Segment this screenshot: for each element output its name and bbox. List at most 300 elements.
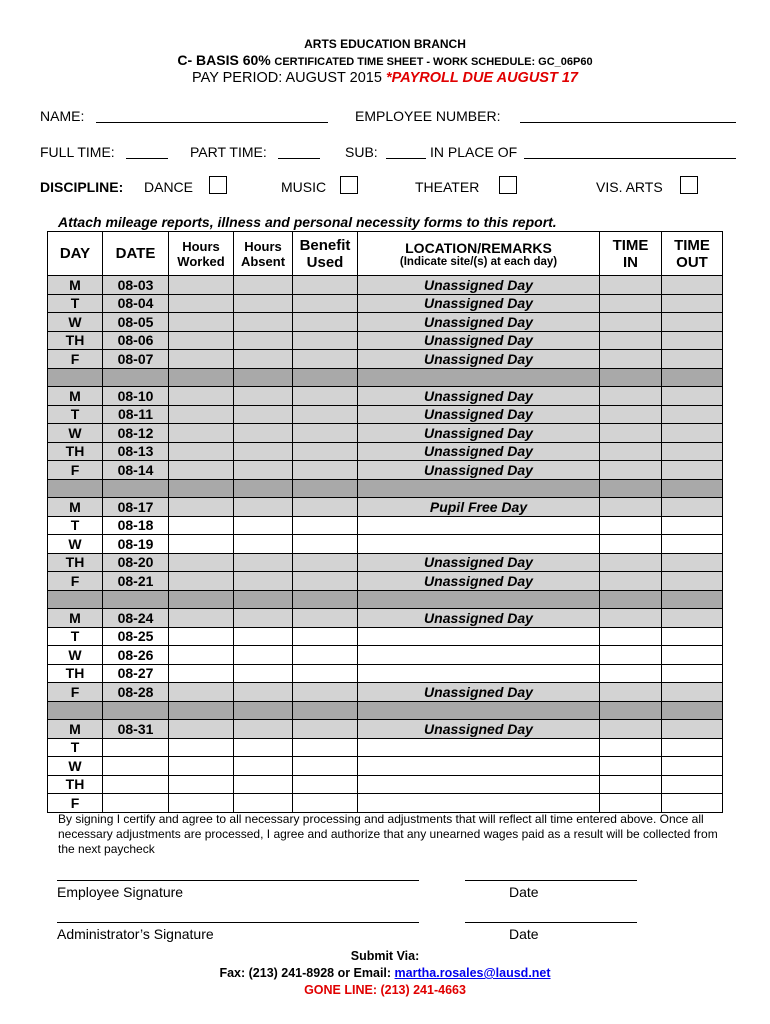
hours-worked-cell[interactable]	[169, 646, 234, 665]
benefit-used-cell[interactable]	[293, 738, 358, 757]
date-cell: 08-07	[103, 350, 169, 369]
separator-cell	[358, 701, 600, 720]
table-row	[48, 794, 723, 813]
location-remarks-cell[interactable]	[358, 516, 600, 535]
location-remarks-cell[interactable]: Unassigned Day	[358, 405, 600, 424]
discipline-label: DISCIPLINE:	[40, 179, 124, 195]
time-in-cell[interactable]	[600, 405, 662, 424]
location-remarks-cell[interactable]	[358, 535, 600, 554]
date-cell: 08-03	[103, 276, 169, 295]
time-in-cell[interactable]	[600, 461, 662, 480]
benefit-used-cell[interactable]	[293, 350, 358, 369]
time-in-cell[interactable]	[600, 664, 662, 683]
table-row	[48, 609, 723, 628]
separator-cell	[103, 590, 169, 609]
time-in-cell[interactable]	[600, 646, 662, 665]
time-in-cell[interactable]	[600, 553, 662, 572]
music-checkbox[interactable]	[340, 176, 358, 194]
time-in-cell[interactable]	[600, 757, 662, 776]
employee-signature-label: Employee Signature	[57, 884, 184, 900]
location-remarks-cell[interactable]: Unassigned Day	[358, 720, 600, 739]
table-row	[48, 313, 723, 332]
benefit-used-cell[interactable]	[293, 498, 358, 517]
time-out-cell[interactable]	[662, 535, 723, 554]
date-cell: 08-13	[103, 442, 169, 461]
location-remarks-cell[interactable]	[358, 738, 600, 757]
time-in-cell[interactable]	[600, 276, 662, 295]
date-cell: 08-20	[103, 553, 169, 572]
separator-cell	[103, 701, 169, 720]
date-cell	[103, 775, 169, 794]
time-in-cell[interactable]	[600, 294, 662, 313]
table-row	[48, 683, 723, 702]
hours-absent-cell[interactable]	[234, 664, 293, 683]
separator-cell	[48, 701, 103, 720]
date-cell: 08-11	[103, 405, 169, 424]
location-remarks-cell[interactable]: Unassigned Day	[358, 350, 600, 369]
date-cell: 08-27	[103, 664, 169, 683]
time-out-cell[interactable]	[662, 683, 723, 702]
week-separator-row	[48, 701, 723, 720]
hours-worked-header: Hours Worked	[169, 232, 234, 276]
separator-cell	[600, 479, 662, 498]
time-out-cell[interactable]	[662, 294, 723, 313]
day-cell: M	[48, 720, 103, 739]
hours-absent-cell[interactable]	[234, 683, 293, 702]
separator-cell	[358, 479, 600, 498]
time-in-cell[interactable]	[600, 535, 662, 554]
vis-arts-checkbox[interactable]	[680, 176, 698, 194]
date-cell	[103, 794, 169, 813]
time-out-cell[interactable]	[662, 720, 723, 739]
benefit-used-cell[interactable]	[293, 535, 358, 554]
hours-absent-cell[interactable]	[234, 775, 293, 794]
time-in-cell[interactable]	[600, 627, 662, 646]
pay-period-label: PAY PERIOD: AUGUST 2015	[192, 70, 386, 86]
time-out-cell[interactable]	[662, 664, 723, 683]
table-row	[48, 664, 723, 683]
hours-absent-cell[interactable]	[234, 535, 293, 554]
separator-cell	[48, 368, 103, 387]
hours-worked-cell[interactable]	[169, 738, 234, 757]
separator-cell	[169, 479, 234, 498]
date-cell: 08-21	[103, 572, 169, 591]
submit-via: Submit Via:	[350, 949, 420, 963]
benefit-used-cell[interactable]	[293, 609, 358, 628]
benefit-used-cell[interactable]	[293, 461, 358, 480]
table-row	[48, 627, 723, 646]
hours-absent-cell[interactable]	[234, 294, 293, 313]
benefit-used-cell[interactable]	[293, 424, 358, 443]
date-header: DATE	[103, 232, 169, 276]
time-in-cell[interactable]	[600, 683, 662, 702]
time-out-cell[interactable]	[662, 276, 723, 295]
date-cell: 08-24	[103, 609, 169, 628]
date-cell: 08-06	[103, 331, 169, 350]
day-cell: T	[48, 294, 103, 313]
hours-worked-cell[interactable]	[169, 720, 234, 739]
location-remarks-cell[interactable]: Unassigned Day	[358, 294, 600, 313]
benefit-used-cell[interactable]	[293, 387, 358, 406]
time-out-cell[interactable]	[662, 757, 723, 776]
hours-worked-cell[interactable]	[169, 350, 234, 369]
hours-absent-cell[interactable]	[234, 738, 293, 757]
separator-cell	[293, 590, 358, 609]
in-place-of-field[interactable]	[524, 158, 736, 159]
location-remarks-cell[interactable]: Unassigned Day	[358, 553, 600, 572]
hours-worked-cell[interactable]	[169, 442, 234, 461]
separator-cell	[662, 701, 723, 720]
location-remarks-cell[interactable]	[358, 757, 600, 776]
hours-worked-cell[interactable]	[169, 609, 234, 628]
hours-worked-cell[interactable]	[169, 498, 234, 517]
table-row	[48, 405, 723, 424]
location-remarks-cell[interactable]: Unassigned Day	[358, 609, 600, 628]
separator-cell	[234, 701, 293, 720]
day-cell: T	[48, 738, 103, 757]
benefit-used-cell[interactable]	[293, 572, 358, 591]
benefit-used-cell[interactable]	[293, 720, 358, 739]
hours-worked-cell[interactable]	[169, 294, 234, 313]
time-in-cell[interactable]	[600, 794, 662, 813]
separator-cell	[103, 368, 169, 387]
separator-cell	[293, 701, 358, 720]
hours-worked-cell[interactable]	[169, 535, 234, 554]
time-in-cell[interactable]	[600, 331, 662, 350]
time-out-cell[interactable]	[662, 516, 723, 535]
hours-absent-cell[interactable]	[234, 350, 293, 369]
table-row	[48, 294, 723, 313]
time-in-cell[interactable]	[600, 738, 662, 757]
hours-absent-cell[interactable]	[234, 609, 293, 628]
day-cell: F	[48, 572, 103, 591]
table-row	[48, 775, 723, 794]
week-separator-row	[48, 479, 723, 498]
separator-cell	[600, 701, 662, 720]
day-cell: TH	[48, 775, 103, 794]
benefit-used-cell[interactable]	[293, 794, 358, 813]
day-cell: T	[48, 405, 103, 424]
time-in-header: TIME IN	[600, 232, 662, 276]
table-row	[48, 720, 723, 739]
hours-worked-cell[interactable]	[169, 572, 234, 591]
location-remarks-cell[interactable]: Unassigned Day	[358, 313, 600, 332]
time-out-cell[interactable]	[662, 424, 723, 443]
name-field[interactable]	[96, 122, 328, 123]
employee-signature-line[interactable]	[57, 880, 419, 881]
separator-cell	[48, 479, 103, 498]
sheet-title	[0, 52, 770, 68]
in-place-of-label: IN PLACE OF	[430, 144, 518, 160]
time-out-cell[interactable]	[662, 461, 723, 480]
benefit-used-cell[interactable]	[293, 405, 358, 424]
part-time-label: PART TIME:	[190, 144, 267, 160]
hours-worked-cell[interactable]	[169, 405, 234, 424]
name-label: NAME:	[40, 108, 85, 124]
hours-worked-cell[interactable]	[169, 553, 234, 572]
employee-date-line[interactable]	[465, 880, 637, 881]
table-row	[48, 738, 723, 757]
day-cell: TH	[48, 331, 103, 350]
day-cell: F	[48, 461, 103, 480]
day-cell: F	[48, 683, 103, 702]
table-row	[48, 276, 723, 295]
separator-cell	[600, 590, 662, 609]
timesheet-table	[47, 231, 723, 813]
time-in-cell[interactable]	[600, 775, 662, 794]
hours-worked-cell[interactable]	[169, 461, 234, 480]
hours-worked-cell[interactable]	[169, 313, 234, 332]
hours-absent-cell[interactable]	[234, 313, 293, 332]
table-row	[48, 442, 723, 461]
separator-cell	[600, 368, 662, 387]
location-remarks-cell[interactable]: Unassigned Day	[358, 331, 600, 350]
time-out-cell[interactable]	[662, 350, 723, 369]
timesheet-body	[48, 276, 723, 813]
sub-label: SUB:	[345, 144, 378, 160]
employee-number-label: EMPLOYEE NUMBER:	[355, 108, 501, 124]
table-row	[48, 461, 723, 480]
benefit-used-cell[interactable]	[293, 646, 358, 665]
separator-cell	[293, 479, 358, 498]
discipline-vis-arts-label: VIS. ARTS	[596, 179, 663, 195]
location-remarks-cell[interactable]	[358, 664, 600, 683]
hours-absent-cell[interactable]	[234, 516, 293, 535]
separator-cell	[662, 590, 723, 609]
location-remarks-cell[interactable]: Unassigned Day	[358, 424, 600, 443]
date-cell: 08-19	[103, 535, 169, 554]
hours-absent-cell[interactable]	[234, 331, 293, 350]
table-header-row	[48, 232, 723, 276]
separator-cell	[48, 590, 103, 609]
fax-email-line	[0, 966, 770, 980]
hours-absent-cell[interactable]	[234, 461, 293, 480]
location-remarks-cell[interactable]: Unassigned Day	[358, 461, 600, 480]
date-cell: 08-14	[103, 461, 169, 480]
location-remarks-cell[interactable]: Pupil Free Day	[358, 498, 600, 517]
branch-title: ARTS EDUCATION BRANCH	[304, 37, 466, 51]
date-cell: 08-05	[103, 313, 169, 332]
gone-line: GONE LINE: (213) 241-4663	[304, 983, 466, 997]
time-out-cell[interactable]	[662, 313, 723, 332]
hours-absent-cell[interactable]	[234, 276, 293, 295]
administrator-date-label: Date	[509, 926, 539, 942]
date-cell: 08-10	[103, 387, 169, 406]
location-remarks-cell[interactable]: Unassigned Day	[358, 683, 600, 702]
table-row	[48, 535, 723, 554]
day-cell: W	[48, 535, 103, 554]
time-in-cell[interactable]	[600, 720, 662, 739]
separator-cell	[169, 701, 234, 720]
separator-cell	[293, 368, 358, 387]
time-out-header: TIME OUT	[662, 232, 723, 276]
hours-absent-cell[interactable]	[234, 794, 293, 813]
day-cell: W	[48, 313, 103, 332]
certify-text: By signing I certify and agree to all necessary processing and adjustments that will reflect all time entered above. Once all necessary adjustments are processed, I agree and authorize that any unearned wages paid as a result will be collected from the next paycheck	[58, 812, 718, 856]
table-row	[48, 424, 723, 443]
hours-absent-cell[interactable]	[234, 387, 293, 406]
time-out-cell[interactable]	[662, 498, 723, 517]
hours-worked-cell[interactable]	[169, 664, 234, 683]
date-cell: 08-25	[103, 627, 169, 646]
location-remarks-cell[interactable]: Unassigned Day	[358, 387, 600, 406]
date-cell	[103, 738, 169, 757]
day-cell: TH	[48, 664, 103, 683]
hours-worked-cell[interactable]	[169, 331, 234, 350]
hours-worked-cell[interactable]	[169, 516, 234, 535]
benefit-used-cell[interactable]	[293, 516, 358, 535]
hours-absent-cell[interactable]	[234, 553, 293, 572]
hours-absent-cell[interactable]	[234, 720, 293, 739]
discipline-dance-label: DANCE	[144, 179, 194, 195]
hours-absent-cell[interactable]	[234, 405, 293, 424]
day-cell: F	[48, 794, 103, 813]
time-out-cell[interactable]	[662, 331, 723, 350]
hours-absent-cell[interactable]	[234, 627, 293, 646]
time-in-cell[interactable]	[600, 572, 662, 591]
hours-worked-cell[interactable]	[169, 683, 234, 702]
time-out-cell[interactable]	[662, 553, 723, 572]
benefit-used-cell[interactable]	[293, 313, 358, 332]
separator-cell	[169, 590, 234, 609]
date-cell: 08-18	[103, 516, 169, 535]
time-out-cell[interactable]	[662, 609, 723, 628]
day-cell: M	[48, 498, 103, 517]
employee-number-field[interactable]	[520, 122, 736, 123]
hours-worked-cell[interactable]	[169, 276, 234, 295]
time-out-cell[interactable]	[662, 738, 723, 757]
benefit-used-cell[interactable]	[293, 683, 358, 702]
table-row	[48, 572, 723, 591]
part-time-field[interactable]	[278, 158, 320, 159]
administrator-date-line[interactable]	[465, 922, 637, 923]
separator-cell	[103, 479, 169, 498]
administrator-signature-line[interactable]	[57, 922, 419, 923]
time-out-cell[interactable]	[662, 775, 723, 794]
time-in-cell[interactable]	[600, 424, 662, 443]
date-cell	[103, 757, 169, 776]
date-cell: 08-17	[103, 498, 169, 517]
table-row	[48, 350, 723, 369]
benefit-used-cell[interactable]	[293, 294, 358, 313]
date-cell: 08-31	[103, 720, 169, 739]
email-link[interactable]: martha.rosales@lausd.net	[394, 966, 551, 980]
date-cell: 08-26	[103, 646, 169, 665]
hours-worked-cell[interactable]	[169, 424, 234, 443]
hours-absent-cell[interactable]	[234, 424, 293, 443]
time-in-cell[interactable]	[600, 498, 662, 517]
time-in-cell[interactable]	[600, 442, 662, 461]
time-out-cell[interactable]	[662, 405, 723, 424]
fax-label: Fax: (213) 241-8928 or Email:	[219, 966, 395, 980]
schedule-label: CERTIFICATED TIME SHEET - WORK SCHEDULE: GC_06P60	[274, 56, 593, 68]
hours-absent-header: Hours Absent	[234, 232, 293, 276]
time-out-cell[interactable]	[662, 646, 723, 665]
time-out-cell[interactable]	[662, 794, 723, 813]
table-row	[48, 757, 723, 776]
time-in-cell[interactable]	[600, 313, 662, 332]
day-cell: W	[48, 424, 103, 443]
hours-worked-cell[interactable]	[169, 757, 234, 776]
benefit-used-cell[interactable]	[293, 331, 358, 350]
hours-worked-cell[interactable]	[169, 387, 234, 406]
administrator-signature-label: Administrator’s Signature	[57, 926, 214, 942]
full-time-label: FULL TIME:	[40, 144, 115, 160]
table-row	[48, 331, 723, 350]
payroll-due: *PAYROLL DUE AUGUST 17	[385, 70, 578, 86]
hours-absent-cell[interactable]	[234, 498, 293, 517]
discipline-music-label: MUSIC	[281, 179, 327, 195]
table-row	[48, 646, 723, 665]
day-header: DAY	[48, 232, 103, 276]
benefit-used-cell[interactable]	[293, 664, 358, 683]
benefit-used-cell[interactable]	[293, 627, 358, 646]
day-cell: W	[48, 646, 103, 665]
hours-worked-cell[interactable]	[169, 794, 234, 813]
location-remarks-cell[interactable]	[358, 794, 600, 813]
separator-cell	[358, 590, 600, 609]
hours-absent-cell[interactable]	[234, 757, 293, 776]
time-out-cell[interactable]	[662, 442, 723, 461]
theater-checkbox[interactable]	[499, 176, 517, 194]
hours-worked-cell[interactable]	[169, 627, 234, 646]
time-out-cell[interactable]	[662, 387, 723, 406]
benefit-used-header: Benefit Used	[293, 232, 358, 276]
location-remarks-cell[interactable]: Unassigned Day	[358, 442, 600, 461]
location-remarks-cell[interactable]	[358, 627, 600, 646]
time-in-cell[interactable]	[600, 609, 662, 628]
sub-field[interactable]	[386, 158, 426, 159]
date-cell: 08-12	[103, 424, 169, 443]
benefit-used-cell[interactable]	[293, 553, 358, 572]
time-out-cell[interactable]	[662, 627, 723, 646]
hours-absent-cell[interactable]	[234, 646, 293, 665]
table-row	[48, 498, 723, 517]
benefit-used-cell[interactable]	[293, 442, 358, 461]
benefit-used-cell[interactable]	[293, 276, 358, 295]
separator-cell	[234, 368, 293, 387]
pay-period	[0, 70, 770, 86]
week-separator-row	[48, 368, 723, 387]
dance-checkbox[interactable]	[209, 176, 227, 194]
separator-cell	[234, 479, 293, 498]
location-remarks-cell[interactable]	[358, 775, 600, 794]
basis-label: C- BASIS 60%	[177, 52, 271, 68]
day-cell: TH	[48, 553, 103, 572]
location-remarks-cell[interactable]	[358, 646, 600, 665]
full-time-field[interactable]	[126, 158, 168, 159]
hours-worked-cell[interactable]	[169, 775, 234, 794]
employee-date-label: Date	[509, 884, 539, 900]
location-remarks-cell[interactable]: Unassigned Day	[358, 572, 600, 591]
time-in-cell[interactable]	[600, 350, 662, 369]
table-row	[48, 387, 723, 406]
table-row	[48, 553, 723, 572]
benefit-used-cell[interactable]	[293, 775, 358, 794]
time-in-cell[interactable]	[600, 516, 662, 535]
date-cell: 08-04	[103, 294, 169, 313]
separator-cell	[234, 590, 293, 609]
hours-absent-cell[interactable]	[234, 442, 293, 461]
table-row	[48, 516, 723, 535]
location-remarks-header: LOCATION/REMARKS (Indicate site/(s) at each day)	[358, 232, 600, 276]
hours-absent-cell[interactable]	[234, 572, 293, 591]
time-out-cell[interactable]	[662, 572, 723, 591]
benefit-used-cell[interactable]	[293, 757, 358, 776]
time-in-cell[interactable]	[600, 387, 662, 406]
location-remarks-cell[interactable]: Unassigned Day	[358, 276, 600, 295]
day-cell: M	[48, 276, 103, 295]
